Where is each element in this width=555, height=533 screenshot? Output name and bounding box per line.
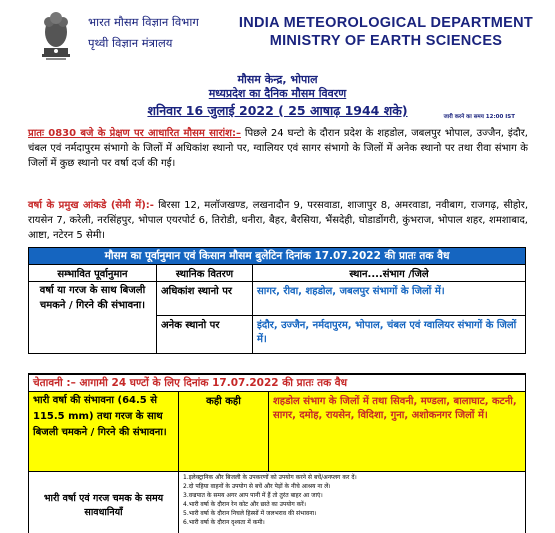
english-department-name (236, 14, 536, 50)
hindi-department-name (88, 12, 199, 54)
center-name: मौसम केन्द्र, भोपाल (237, 73, 318, 86)
weather-summary (28, 126, 528, 171)
english-line-2: MINISTRY OF EARTH SCIENCES (269, 33, 503, 49)
summary-text: पिछले 24 घन्टो के दौरान प्रदेश के शहडोल, जबलपुर भोपाल, उज्जैन, इंदौर, चंबल एवं नर्मदापुरम संभागो के जिलों में अधिकांश स्थानो पर, ग्वालियर एवं सागर संभागो के जिलों में अनेक स्थानो पर तथा रीवा संभाग के जिलों में कुछ स्थानो पर वर्षा दर्ज की गई। (28, 128, 528, 169)
ashoka-emblem-icon (34, 2, 78, 64)
forecast-event: वर्षा या गरज के साथ बिजली चमकने / गिरने की संभावना। (29, 282, 157, 354)
warning-table (28, 373, 526, 533)
forecast-dist-1: अधिकांश स्थानो पर (157, 282, 253, 316)
precaution-item: 5.भारी वर्षा के दौरान निचले हिस्सों में जलभराव की संभावना। (183, 510, 317, 517)
figures-text: बिरसा 12, मलॉजखण्ड, लखनादौन 9, परसवाडा, शाजापुर 8, अमरवाडा, नवीबाग, राजगढ़, सीहोर, रायसेन 7, करेली, नरसिंहपुर, भोपाल एयरपोर्ट 6, तिरोडी, धनीरा, बैहर, बैरसिया, भैंसदेही, घोडाडोंगरी, कुंभराज, भोपाल शहर, शमशाबाद, आष्टा, नटेरन 5 सेमी। (28, 200, 529, 241)
col-forecast: सम्भावित पूर्वानुमान (29, 265, 157, 282)
header (0, 0, 555, 70)
forecast-bar: मौसम का पूर्वानुमान एवं किसान मौसम बुलेटिन दिनांक 17.07.2022 की प्रातः तक वैध (29, 248, 526, 265)
figures-lead: वर्षा के प्रमुख आंकडे (सेमी में):- (28, 200, 154, 211)
rainfall-figures (28, 198, 528, 243)
forecast-place-1: सागर, रीवा, शहडोल, जबलपुर संभागों के जिलों में। (253, 282, 526, 316)
precaution-item: 6.भारी वर्षा के दौरान दृश्यता में कमी। (183, 519, 265, 526)
precaution-list (179, 472, 526, 533)
precaution-label: भारी वर्षा एवं गरज चमक के समय सावधानियाँ (29, 472, 179, 533)
warning-place: शहडोल संभाग के जिलों में तथा सिवनी, मण्डला, बालाघाट, कटनी, सागर, दमोह, रायसेन, विदिशा, गुना, अशोकनगर जिलों में। (269, 392, 526, 472)
bulletin-title: मध्यप्रदेश का दैनिक मौसम विवरण (208, 87, 347, 100)
precaution-item: 3.वज्रपात के समय अगर आप पानी में हैं तो तुरंत बाहर आ जाएं। (183, 492, 323, 499)
forecast-place-2: इंदौर, उज्जैन, नर्मदापुरम, भोपाल, चंबल एवं ग्वालियर संभागों के जिलों में। (253, 316, 526, 354)
warning-dist: कही कही (179, 392, 269, 472)
hindi-line-2: पृथ्वी विज्ञान मंत्रालय (88, 36, 173, 50)
hindi-line-1: भारत मौसम विज्ञान विभाग (88, 15, 199, 29)
summary-lead: प्रातः 0830 बजे के प्रेक्षण पर आधारित मौसम सारांश:– (28, 128, 241, 139)
precaution-item: 4.भारी वर्षा के दौरान रेन कोट और छाते का उपयोग करें। (183, 501, 306, 508)
col-distribution: स्थानिक वितरण (157, 265, 253, 282)
warning-bar: चेतावनी :– आगामी 24 घण्टों के लिए दिनांक 17.07.2022 की प्रातः तक वैध (29, 374, 526, 392)
col-places: स्थान....संभाग /जिले (253, 265, 526, 282)
precaution-item: 2.दो पहिया वाहनों के उपयोग से बचें और पेड़ों के नीचे आश्रय ना लें। (183, 483, 331, 490)
precaution-item: 1.इलेक्ट्रानिक और बिजली के उपकरणों को उपयोग करने से बचें/अनप्लग कर दें। (183, 474, 357, 481)
english-line-1: INDIA METEOROLOGICAL DEPARTMENT (238, 15, 534, 31)
forecast-table (28, 247, 526, 354)
warning-event: भारी वर्षा की संभावना (64.5 से 115.5 mm) तथा गरज के साथ बिजली चमकने / गिरने की संभावना। (29, 392, 179, 472)
forecast-dist-2: अनेक स्थानो पर (157, 316, 253, 354)
issue-time: जारी करने का समय 12:00 IST (443, 114, 515, 120)
bulletin-date: शनिवार 16 जुलाई 2022 ( 25 आषाढ़ 1944 शके) (147, 103, 408, 118)
